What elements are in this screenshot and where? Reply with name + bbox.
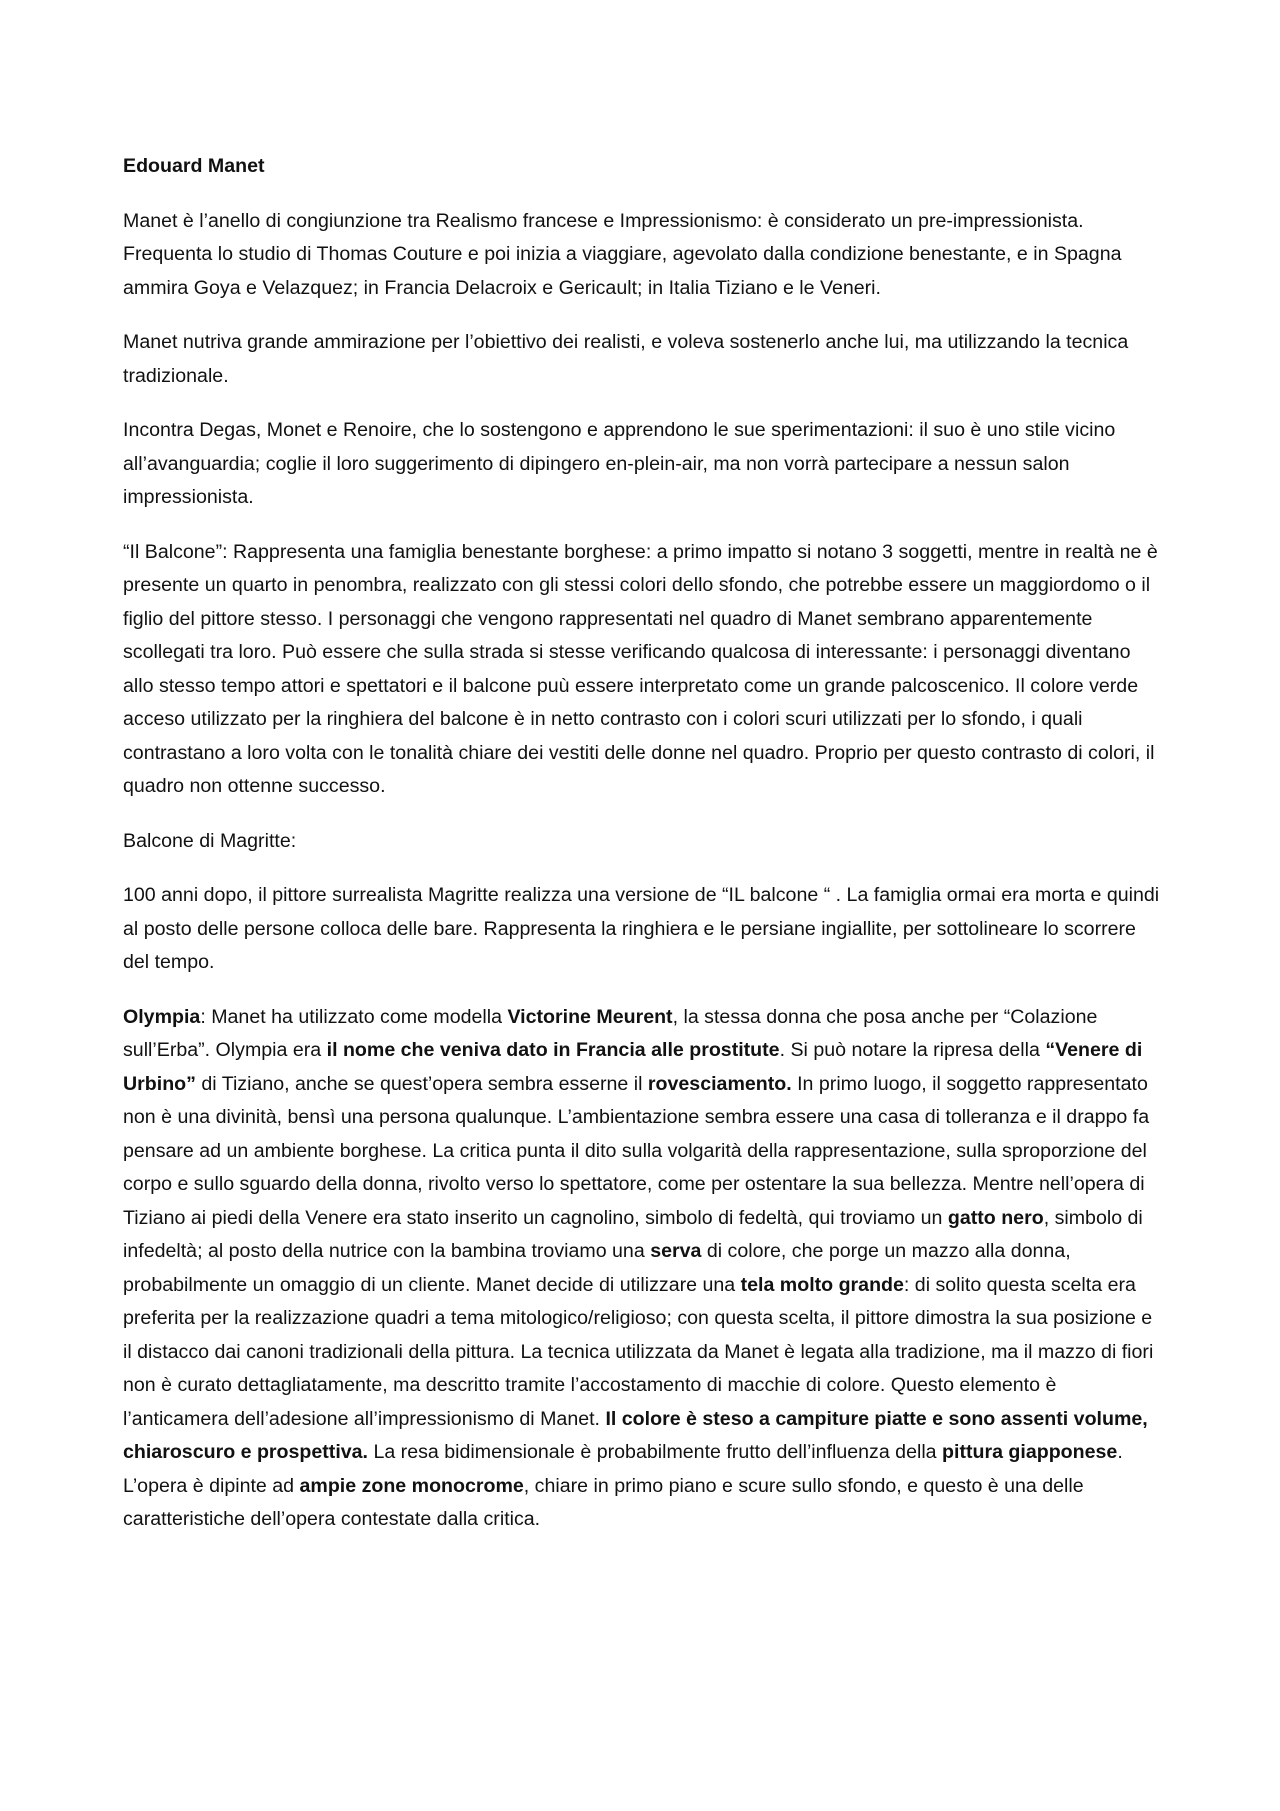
paragraph-magritte-heading: Balcone di Magritte:	[123, 829, 297, 852]
bold-rovesciamento: rovesciamento.	[647, 1072, 792, 1095]
bold-venere: “Venere di Urbino”	[123, 1039, 1143, 1095]
bold-tela: tela molto grande	[740, 1273, 904, 1296]
bold-victorine: Victorine Meurent	[507, 1005, 673, 1028]
bold-ampie-zone: ampie zone monocrome	[299, 1474, 524, 1497]
text-span: di Tiziano, anche se quest’opera sembra esserne il	[195, 1072, 648, 1095]
paragraph-magritte: 100 anni dopo, il pittore surrealista Magritte realizza una versione de “IL balcone “ . La famiglia ormai era morta e quindi al posto delle persone colloca delle bare. Rappresenta la ringhiera e le persiane ingiallite, per sottolineare lo scorrere del tempo.	[123, 884, 1160, 973]
text-span: La resa bidimensionale è probabilmente frutto dell’influenza della	[368, 1441, 943, 1463]
paragraph-degas-monet: Incontra Degas, Monet e Renoire, che lo sostengono e apprendono le sue sperimentazioni: il suo è uno stile vicino all’avanguardia; coglie il loro suggerimento di dipingero en-plein-air, ma non vorrà partecipare a nessun salon impressionista.	[123, 419, 1116, 508]
text-span: In primo luogo, il soggetto rappresentato non è una divinità, bensì una persona qualunque. L’ambientazione sembra essere una casa di tolleranza e il drappo fa pensare ad un ambiente borghese. La critica punta il dito sulla volgarità della rappresentazione, sulla sproporzione del corpo e sullo sguardo della donna, rivolto verso lo spettatore, come per ostentare la sua bellezza. Mentre nell’opera di Tiziano ai piedi della Venere era stato inserito un cagnolino, simbolo di fedeltà, qui troviamo un	[123, 1072, 1150, 1229]
text-span: : di solito questa scelta era preferita per la realizzazione quadri a tema mitologico/religioso; con questa scelta, il pittore dimostra la sua posizione e il distacco dai canoni tradizionali della pittura. La tecnica utilizzata da Manet è legata alla tradizione, ma il mazzo di fiori non è curato dettagliatamente, ma descritto tramite l’accostamento di macchie di colore. Questo elemento è l’anticamera dell’adesione all’impressionismo di Manet.	[123, 1273, 1154, 1430]
bold-colore: Il colore è steso a campiture piatte e sono assenti volume, chiaroscuro e prospettiva.	[123, 1407, 1148, 1463]
text-span: . L’opera è dipinte ad	[123, 1441, 1123, 1497]
paragraph-il-balcone: “Il Balcone”: Rappresenta una famiglia benestante borghese: a primo impatto si notano 3 soggetti, mentre in realtà ne è presente un quarto in penombra, realizzato con gli stessi colori dello sfondo, che potrebbe essere un maggiordomo o il figlio del pittore stesso. I personaggi che vengono rappresentati nel quadro di Manet sembrano apparentemente scollegati tra loro. Può essere che sulla strada si stesse verificando qualcosa di interessante: i personaggi diventano allo stesso tempo attori e spettatori e il balcone puù essere interpretato come un grande palcoscenico. Il colore verde acceso utilizzato per la ringhiera del balcone è in netto contrasto con i colori scuri utilizzati per lo sfondo, i quali contrastano a loro volta con le tonalità chiare dei vestiti delle donne nel quadro. Proprio per questo contrasto di colori, il quadro non ottenne successo.	[123, 540, 1158, 797]
bold-prostitute: il nome che veniva dato in Francia alle prostitute	[326, 1039, 780, 1061]
text-span: : Manet ha utilizzato come modella	[200, 1005, 508, 1028]
document-title: Edouard Manet	[123, 155, 265, 177]
text-span: di colore, che porge un mazzo alla donna, probabilmente un omaggio di un cliente. Manet decide di utilizzare una	[123, 1240, 1071, 1296]
text-span: , simbolo di infedeltà; al posto della nutrice con la bambina troviamo una	[123, 1206, 1143, 1262]
paragraph-olympia	[123, 1001, 1163, 1537]
text-span: , la stessa donna che posa anche per “Colazione sull’Erba”. Olympia era	[123, 1005, 1098, 1061]
bold-pittura-giapponese: pittura giapponese	[942, 1441, 1118, 1463]
bold-serva: serva	[650, 1240, 702, 1262]
bold-gatto-nero: gatto nero	[947, 1206, 1044, 1229]
paragraph-intro: Manet è l’anello di congiunzione tra Realismo francese e Impressionismo: è considerato un pre-impressionista. Frequenta lo studio di Thomas Couture e poi inizia a viaggiare, agevolato dalla condizione benestante, e in Spagna ammira Goya e Velazquez; in Francia Delacroix e Gericault; in Italia Tiziano e le Veneri.	[123, 209, 1122, 299]
paragraph-admiration: Manet nutriva grande ammirazione per l’obiettivo dei realisti, e voleva sostenerlo anche lui, ma utilizzando la tecnica tradizionale.	[123, 331, 1129, 387]
text-span: . Si può notare la ripresa della	[779, 1039, 1046, 1061]
olympia-term: Olympia	[123, 1005, 201, 1028]
document-page	[123, 150, 1163, 1558]
text-span: , chiare in primo piano e scure sullo sfondo, e questo è una delle caratteristiche dell’opera contestate dalla critica.	[123, 1474, 1084, 1530]
